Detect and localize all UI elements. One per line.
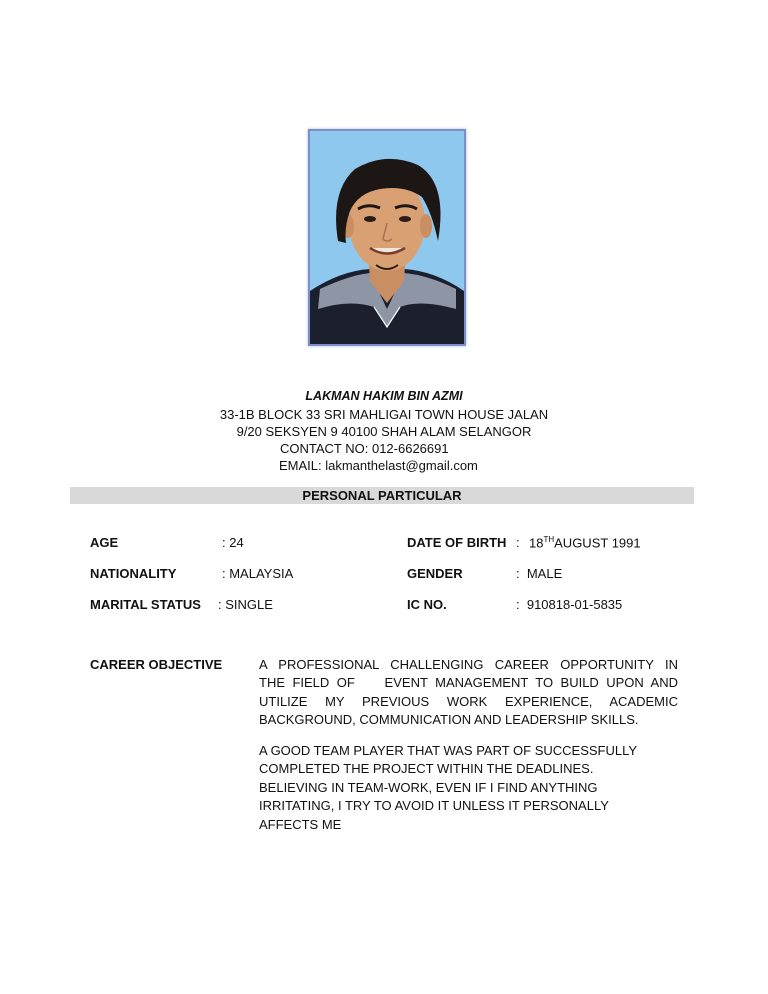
marital-status-label: MARITAL STATUS (90, 597, 201, 612)
dob-value (529, 535, 641, 550)
paragraph-line: BACKGROUND, COMMUNICATION AND LEADERSHIP SKILLS. (259, 712, 639, 728)
paragraph-line: IRRITATING, I TRY TO AVOID IT UNLESS IT PERSONALLY (259, 798, 609, 814)
gender-value: : MALE (516, 566, 563, 581)
address-line-2: 9/20 SEKSYEN 9 40100 SHAH ALAM SELANGOR (236, 424, 532, 439)
dob-label: DATE OF BIRTH (407, 535, 507, 550)
paragraph-line: BELIEVING IN TEAM-WORK, EVEN IF I FIND ANYTHING (259, 779, 598, 795)
profile-photo (308, 129, 466, 346)
marital-status-value: : SINGLE (218, 597, 273, 612)
section-title-personal-particular: PERSONAL PARTICULAR (70, 487, 694, 504)
career-objective-paragraph-1 (259, 656, 678, 730)
age-label: AGE (90, 535, 119, 550)
candidate-name: LAKMAN HAKIM BIN AZMI (305, 389, 463, 403)
paragraph-line: UTILIZE MY PREVIOUS WORK EXPERIENCE, ACADEMIC (259, 693, 678, 709)
paragraph-line: AFFECTS ME (259, 816, 342, 832)
dob-day: 18 (529, 535, 544, 551)
nationality-value: : MALAYSIA (222, 566, 294, 581)
paragraph-line: THE FIELD OF EVENT MANAGEMENT TO BUILD UPON AND (259, 675, 678, 691)
career-objective-paragraph-2 (259, 742, 678, 834)
portrait-illustration (310, 131, 464, 344)
nationality-label: NATIONALITY (90, 566, 177, 581)
dob-ordinal: TH (543, 535, 555, 544)
dob-colon: : (516, 535, 520, 550)
paragraph-line: A PROFESSIONAL CHALLENGING CAREER OPPORTUNITY IN (259, 657, 678, 672)
address-line-1: 33-1B BLOCK 33 SRI MAHLIGAI TOWN HOUSE JALAN (219, 407, 549, 422)
dob-month-year: AUGUST 1991 (554, 535, 641, 551)
email-address: EMAIL: lakmanthelast@gmail.com (279, 458, 478, 473)
career-objective-label: CAREER OBJECTIVE (90, 657, 223, 672)
paragraph-line: COMPLETED THE PROJECT WITHIN THE DEADLINES. (259, 761, 594, 777)
ic-number-label: IC NO. (407, 597, 447, 612)
contact-number: CONTACT NO: 012-6626691 (280, 441, 449, 456)
gender-label: GENDER (407, 566, 463, 581)
age-value: : 24 (222, 535, 244, 550)
paragraph-line: A GOOD TEAM PLAYER THAT WAS PART OF SUCCESSFULLY (259, 743, 638, 758)
ic-number-value: : 910818-01-5835 (516, 597, 623, 612)
